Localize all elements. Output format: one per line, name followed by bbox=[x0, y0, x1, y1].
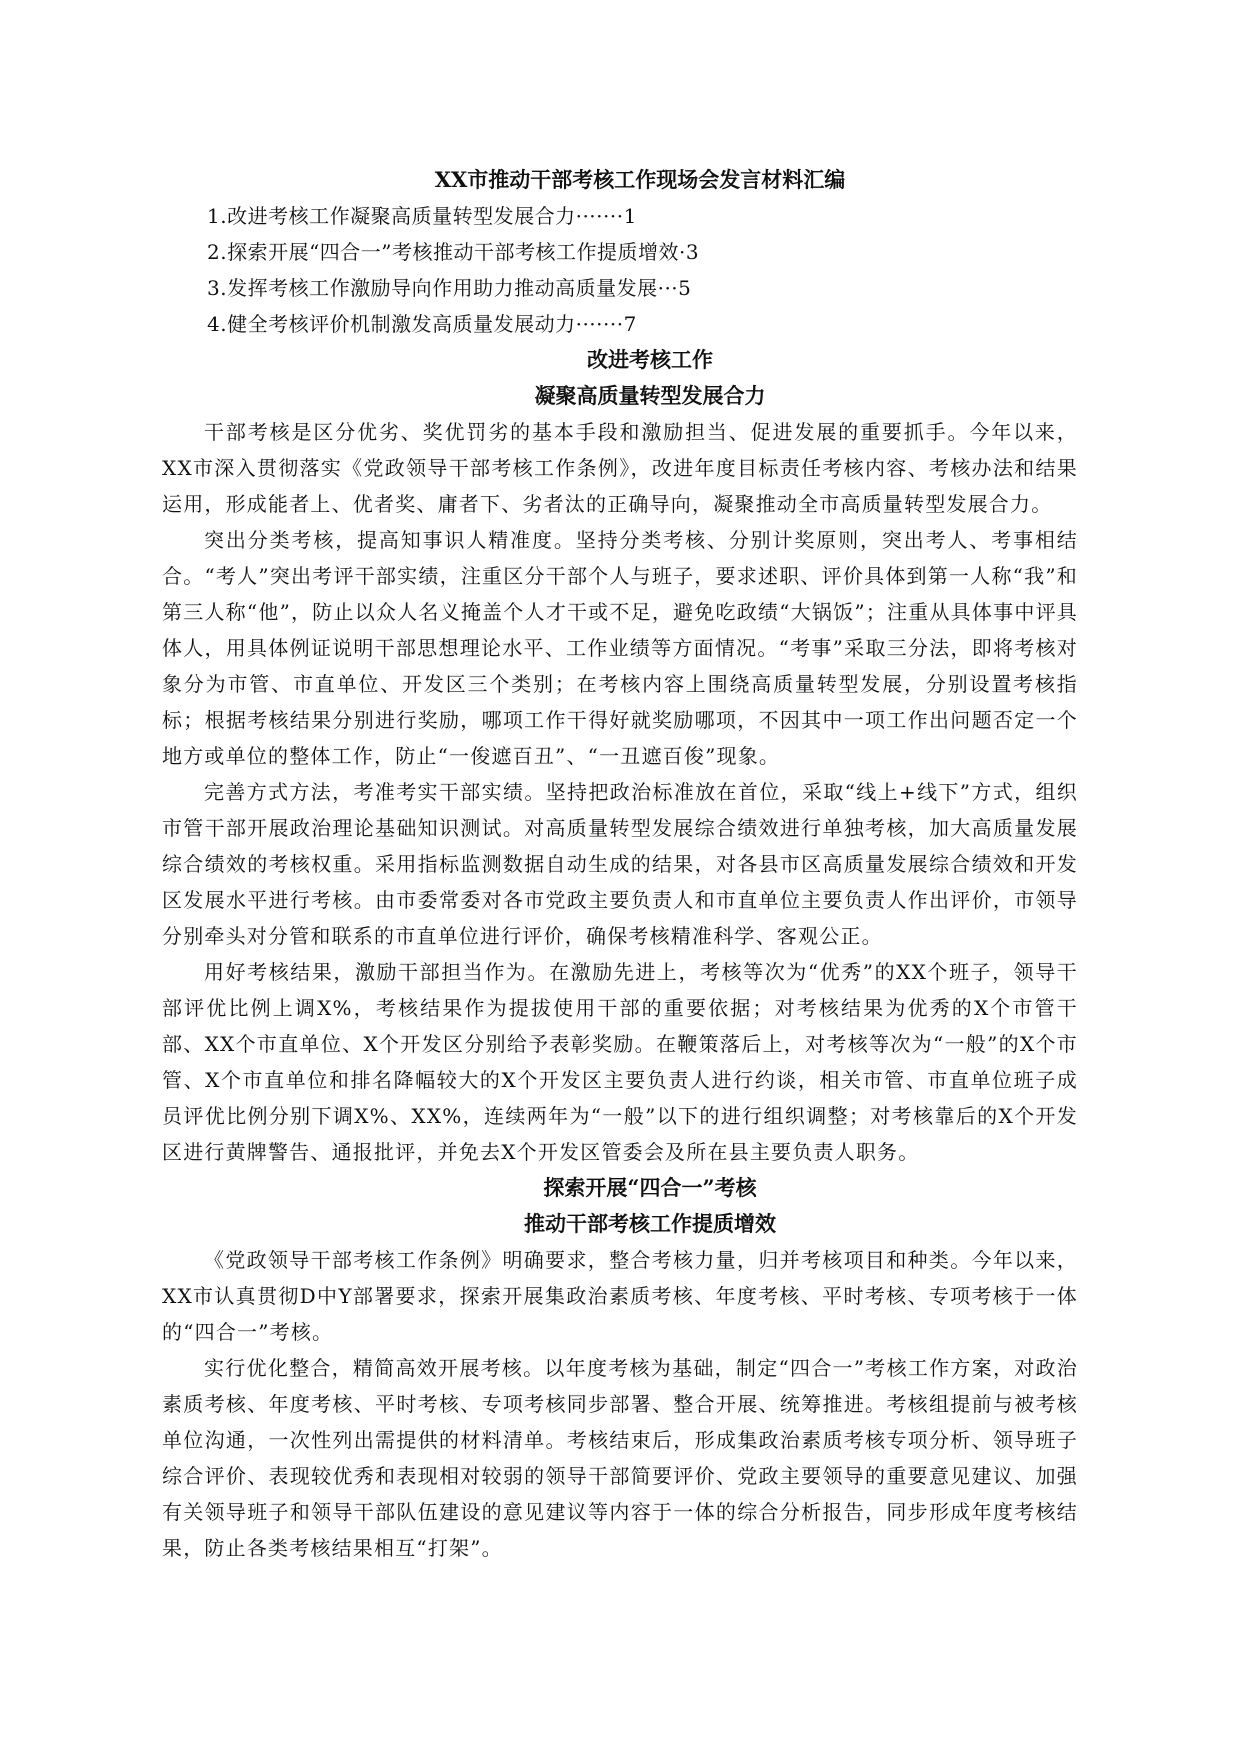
toc-item: 1.改进考核工作凝聚高质量转型发展合力·······1 bbox=[207, 204, 637, 228]
paragraph: 完善方式方法，考准考实干部实绩。坚持把政治标准放在首位，采取“线上+线下”方式，组织市管干部开展政治理论基础知识测试。对高质量转型发展综合绩效进行单独考核，加大高质量发展综合绩效的考核权重。采用指标监测数据自动生成的结果，对各县市区高质量发展综合绩效和开发区发展水平进行考核。由市委常委对各市党政主要负责人和市直单位主要负责人作出评价，市领导分别牵头对分管和联系的市直单位进行评价，确保考核精准科学、客观公正。 bbox=[162, 780, 1078, 948]
section-1 bbox=[162, 342, 1078, 1170]
section-title-line1: 探索开展“四合一”考核 bbox=[543, 1175, 757, 1200]
document-title: XX市推动干部考核工作现场会发言材料汇编 bbox=[434, 167, 846, 192]
section-2 bbox=[162, 1170, 1078, 1566]
paragraph: 《党政领导干部考核工作条例》明确要求，整合考核力量，归并考核项目和种类。今年以来，XX市认真贯彻D中Y部署要求，探索开展集政治素质考核、年度考核、平时考核、专项考核于一体的“四合一”考核。 bbox=[162, 1248, 1078, 1344]
toc-item: 4.健全考核评价机制激发高质量发展动力·······7 bbox=[207, 312, 637, 336]
toc-item: 3.发挥考核工作激励导向作用助力推动高质量发展···5 bbox=[207, 276, 692, 300]
paragraph: 突出分类考核，提高知事识人精准度。坚持分类考核、分别计奖原则，突出考人、考事相结合。“考人”突出考评干部实绩，注重区分干部个人与班子，要求述职、评价具体到第一人称“我”和第三人称“他”，防止以众人名义掩盖个人才干或不足，避免吃政绩“大锅饭”；注重从具体事中评具体人，用具体例证说明干部思想理论水平、工作业绩等方面情况。“考事”采取三分法，即将考核对象分为市管、市直单位、开发区三个类别；在考核内容上围绕高质量转型发展，分别设置考核指标；根据考核结果分别进行奖励，哪项工作干得好就奖励哪项，不因其中一项工作出问题否定一个地方或单位的整体工作，防止“一俊遮百丑”、“一丑遮百俊”现象。 bbox=[162, 528, 1078, 768]
paragraph: 实行优化整合，精简高效开展考核。以年度考核为基础，制定“四合一”考核工作方案，对政治素质考核、年度考核、平时考核、专项考核同步部署、整合开展、统筹推进。考核组提前与被考核单位沟通，一次性列出需提供的材料清单。考核结束后，形成集政治素质考核专项分析、领导班子综合评价、表现较优秀和表现相对较弱的领导干部简要评价、党政主要领导的重要意见建议、加强有关领导班子和领导干部队伍建设的意见建议等内容于一体的综合分析报告，同步形成年度考核结果，防止各类考核结果相互“打架”。 bbox=[162, 1356, 1078, 1560]
section-title-line1: 改进考核工作 bbox=[587, 347, 713, 372]
section-title-line2: 推动干部考核工作提质增效 bbox=[524, 1211, 776, 1236]
paragraph: 干部考核是区分优劣、奖优罚劣的基本手段和激励担当、促进发展的重要抓手。今年以来，XX市深入贯彻落实《党政领导干部考核工作条例》，改进年度目标责任考核内容、考核办法和结果运用，形成能者上、优者奖、庸者下、劣者汰的正确导向，凝聚推动全市高质量转型发展合力。 bbox=[162, 420, 1078, 516]
section-title-line2: 凝聚高质量转型发展合力 bbox=[534, 383, 766, 408]
document-page bbox=[162, 162, 1078, 1566]
paragraph: 用好考核结果，激励干部担当作为。在激励先进上，考核等次为“优秀”的XX个班子，领导干部评优比例上调X%，考核结果作为提拔使用干部的重要依据；对考核结果为优秀的X个市管干部、XX个市直单位、X个开发区分别给予表彰奖励。在鞭策落后上，对考核等次为“一般”的X个市管、X个市直单位和排名降幅较大的X个开发区主要负责人进行约谈，相关市管、市直单位班子成员评优比例分别下调X%、XX%，连续两年为“一般”以下的进行组织调整；对考核靠后的X个开发区进行黄牌警告、通报批评，并免去X个开发区管委会及所在县主要负责人职务。 bbox=[162, 960, 1078, 1164]
toc-item: 2.探索开展“四合一”考核推动干部考核工作提质增效·3 bbox=[207, 240, 700, 264]
table-of-contents bbox=[162, 198, 1078, 342]
